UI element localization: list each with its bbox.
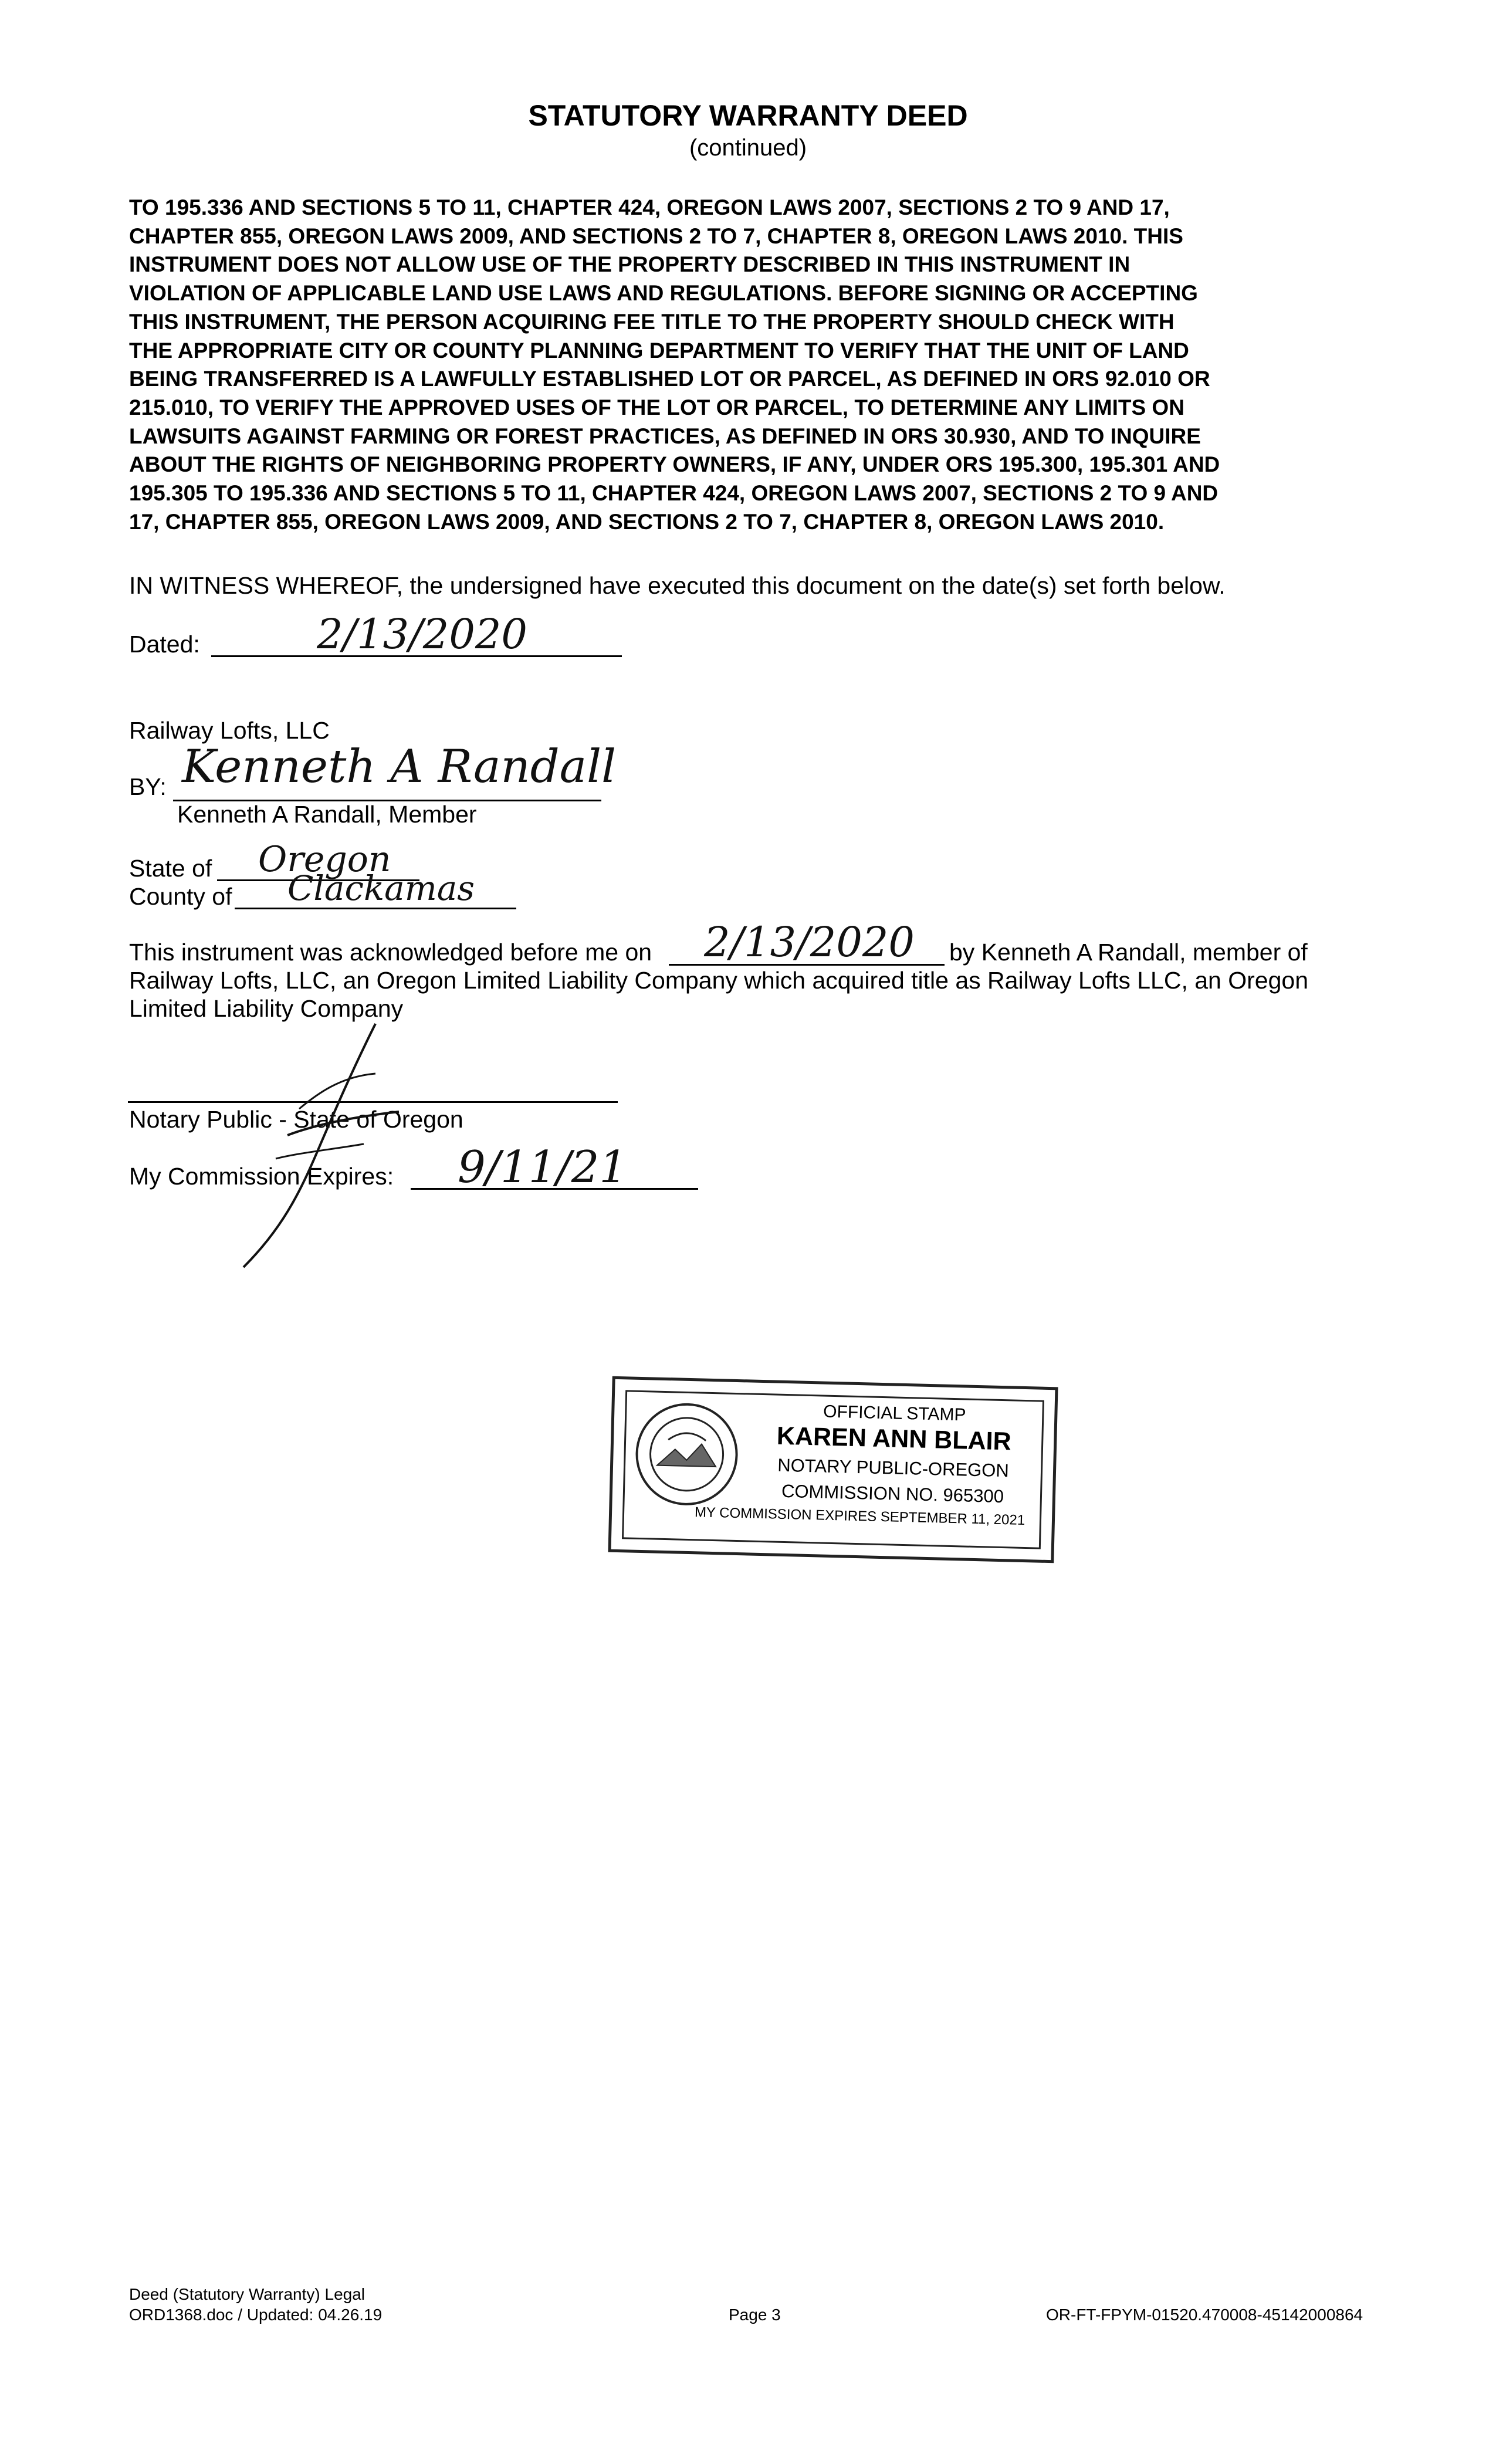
legal-line: 17, CHAPTER 855, OREGON LAWS 2009, AND SECTIONS 2 TO 7, CHAPTER 8, OREGON LAWS 2010. [129, 509, 1165, 534]
legal-line: INSTRUMENT DOES NOT ALLOW USE OF THE PROPERTY DESCRIBED IN THIS INSTRUMENT IN [129, 252, 1131, 277]
legal-line: THE APPROPRIATE CITY OR COUNTY PLANNING DEPARTMENT TO VERIFY THAT THE UNIT OF LAND [129, 338, 1189, 363]
county-value: Clackamas [287, 868, 475, 908]
legal-line: 195.305 TO 195.336 AND SECTIONS 5 TO 11, CHAPTER 424, OREGON LAWS 2007, SECTIONS 2 TO 9 AND [129, 481, 1219, 506]
dated-handwritten: 2/13/2020 [317, 610, 527, 658]
notary-official-stamp [608, 1376, 1058, 1563]
witness-clause: IN WITNESS WHEREOF, the undersigned have executed this document on the date(s) set forth below. [129, 572, 1226, 599]
stamp-expiration: MY COMMISSION EXPIRES SEPTEMBER 11, 2021 [694, 1504, 1025, 1529]
oregon-seal-icon [632, 1400, 740, 1508]
acknowledgment-company: Railway Lofts, LLC, an Oregon Limited Liability Company which acquired title as Railway Lofts LLC, an Oregon [129, 967, 1309, 994]
legal-line: TO 195.336 AND SECTIONS 5 TO 11, CHAPTER 424, OREGON LAWS 2007, SECTIONS 2 TO 9 AND 17, [129, 195, 1170, 219]
footer-form-name: Deed (Statutory Warranty) Legal [129, 2285, 365, 2303]
dated-label: Dated: [129, 631, 200, 658]
acknowledgment-intro: This instrument was acknowledged before me on [129, 939, 652, 966]
legal-line: 215.010, TO VERIFY THE APPROVED USES OF THE LOT OR PARCEL, TO DETERMINE ANY LIMITS ON [129, 395, 1184, 419]
acknowledgment-signer: by Kenneth A Randall, member of [949, 939, 1308, 966]
state-label: State of [129, 855, 212, 882]
legal-line: THIS INSTRUMENT, THE PERSON ACQUIRING FEE TITLE TO THE PROPERTY SHOULD CHECK WITH [129, 309, 1175, 334]
state-value: Oregon [258, 839, 391, 880]
by-label: BY: [129, 773, 167, 800]
member-signature: Kenneth A Randall [182, 740, 617, 793]
legal-line: ABOUT THE RIGHTS OF NEIGHBORING PROPERTY OWNERS, IF ANY, UNDER ORS 195.300, 195.301 AND [129, 452, 1220, 477]
commission-expires-label: My Commission Expires: [129, 1163, 394, 1190]
legal-line: LAWSUITS AGAINST FARMING OR FOREST PRACTICES, AS DEFINED IN ORS 30.930, AND TO INQUIRE [129, 424, 1201, 448]
stamp-heading: OFFICIAL STAMP [823, 1402, 966, 1425]
signer-printed-name: Kenneth A Randall, Member [177, 801, 477, 828]
document-subtitle: (continued) [689, 135, 807, 161]
acknowledgment-company-type: Limited Liability Company [129, 995, 404, 1022]
acknowledgment-date: 2/13/2020 [704, 918, 915, 966]
legal-line: BEING TRANSFERRED IS A LAWFULLY ESTABLISHED LOT OR PARCEL, AS DEFINED IN ORS 92.010 OR [129, 367, 1210, 391]
footer-page-number: Page 3 [729, 2306, 781, 2324]
stamp-notary-title: NOTARY PUBLIC-OREGON [777, 1454, 1010, 1481]
footer-form-revision: ORD1368.doc / Updated: 04.26.19 [129, 2306, 383, 2324]
commission-expires-value: 9/11/21 [458, 1141, 628, 1193]
document-title: STATUTORY WARRANTY DEED [528, 99, 968, 132]
notary-signature [229, 1018, 417, 1270]
company-name: Railway Lofts, LLC [129, 717, 330, 744]
footer-document-number: OR-FT-FPYM-01520.470008-45142000864 [1046, 2306, 1363, 2324]
notary-label: Notary Public - State of Oregon [129, 1106, 463, 1133]
legal-line: VIOLATION OF APPLICABLE LAND USE LAWS AND REGULATIONS. BEFORE SIGNING OR ACCEPTING [129, 281, 1198, 306]
stamp-commission-number: COMMISSION NO. 965300 [781, 1480, 1004, 1507]
legal-line: CHAPTER 855, OREGON LAWS 2009, AND SECTIONS 2 TO 7, CHAPTER 8, OREGON LAWS 2010. THIS [129, 224, 1183, 248]
legal-paragraph [129, 194, 1372, 536]
county-label: County of [129, 883, 232, 910]
stamp-notary-name: KAREN ANN BLAIR [776, 1421, 1012, 1456]
